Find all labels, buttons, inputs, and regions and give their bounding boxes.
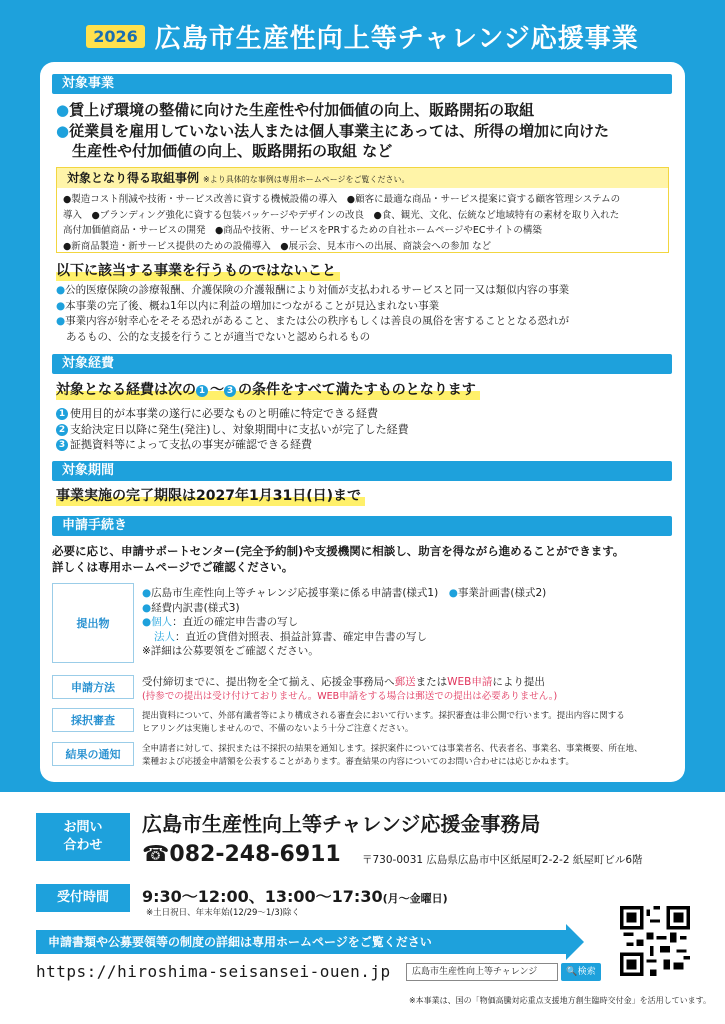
page-title — [0, 14, 725, 58]
footnote: ※本事業は、国の「物価高騰対応重点支援地方創生臨時交付金」を活用しています。 — [408, 996, 711, 1005]
condition-item: 2 支給決定日以降に発生(発注)し、対象期間中に支払いが完了した経費 — [56, 422, 666, 438]
review-label: 採択審査 — [52, 708, 134, 732]
section-period: 対象期間 — [52, 461, 672, 481]
phone-number: ☎082-248-6911 — [142, 842, 341, 867]
exclusions-heading: 以下に該当する事業を行うものではないこと — [56, 261, 340, 281]
hours-note: ※土日祝日、年末年始(12/29～1/3)除く — [146, 908, 300, 918]
website-banner: 申請書類や公募要領等の制度の詳細は専用ホームページをご覧ください — [36, 930, 566, 954]
organization-name: 広島市生産性向上等チャレンジ応援金事務局 — [142, 812, 541, 836]
contact-label: お問い 合わせ — [36, 813, 130, 861]
examples-line: ●新商品製造・新サービス提供のための設備導入 ●展示会、見本市への出展、商談会への参加 など — [63, 240, 492, 252]
examples-line: 高付加価値商品・サービスの開発 ●商品や技術、サービスをPRするための自社ホームページやECサイトの構築 — [63, 225, 542, 236]
section-expenses: 対象経費 — [52, 354, 672, 374]
business-hours: 9:30～12:00、13:00～17:30(月～金曜日) — [142, 887, 448, 906]
method-details: 受付締切までに、提出物を全て揃え、応援金事務局へ郵送またはWEB申請により提出 (持参での提出は受け付けておりません。WEB申請をする場合は郵送での提出は必要ありません。) — [142, 676, 558, 702]
search-button[interactable]: 🔍検索 — [561, 963, 601, 981]
examples-box — [56, 167, 669, 253]
review-details: 提出資料について、外部有識者等により構成される審査会において行います。採択審査は非公開で行います。提出内容に関する ヒアリングは実施しませんので、不備のないよう十分ご注意ください。 — [142, 711, 625, 734]
qr-code — [620, 906, 690, 976]
submission-details: ●広島市生産性向上等チャレンジ応援事業に係る申請書(様式1) ●事業計画書(様式2) ●経費内訳書(様式3) ●個人：直近の確定申告書の写し 法人：直近の貸借対照表、損益計算書、確定申告書の写し ※詳細は公募要領をご確認ください。 — [142, 587, 547, 657]
year-badge: 2026 — [86, 25, 145, 48]
result-label: 結果の通知 — [52, 742, 134, 766]
section-procedure: 申請手続き — [52, 516, 672, 536]
target-item: ●従業員を雇用していない法人または個人事業主にあっては、所得の増加に向けた — [56, 122, 609, 140]
address: 〒730-0031 広島県広島市中区紙屋町2-2-2 紙屋町ビル6階 — [362, 854, 643, 866]
target-item: ●賃上げ環境の整備に向けた生産性や付加価値の向上、販路開拓の取組 — [56, 101, 535, 119]
condition-item: 1 使用目的が本事業の遂行に必要なものと明確に特定できる経費 — [56, 406, 666, 422]
exclusions-list: ●公的医療保険の診療報酬、介護保険の介護報酬により対価が支払われるサービスと同一又は類似内容の事業 ●本事業の完了後、概ね1年以内に利益の増加につながることが見込まれない事業 ●事業内容が射幸心をそそる恐れがあること、または公の秩序もしくは善良の風俗を害することとなる恐れが あるもの、公的な支援を行うことが適当でないと認められるもの — [56, 284, 570, 343]
website-url[interactable]: https://hiroshima-seisansei-ouen.jp — [36, 962, 391, 981]
period-text: 事業実施の完了期限は2027年1月31日(日)まで — [56, 486, 365, 506]
target-item-continued: 生産性や付加価値の向上、販路開拓の取組 など — [72, 142, 393, 160]
examples-line: ●製造コスト削減や技術・サービス改善に資する機械設備の導入 ●顧客に最適な商品・サービス提案に資する顧客管理システムの — [63, 194, 621, 205]
examples-heading: 対象となり得る取組事例 ※より具体的な事例は専用ホームページをご覧ください。 — [57, 168, 668, 188]
submission-label: 提出物 — [52, 583, 134, 663]
search-icon: 🔍 — [566, 967, 578, 977]
examples-note: ※より具体的な事例は専用ホームページをご覧ください。 — [203, 175, 410, 184]
hours-label: 受付時間 — [36, 884, 130, 912]
examples-line: 導入 ●ブランディング強化に資する包装パッケージやデザインの改良 ●食、観光、文化、伝統など地域特有の素材を取り入れた — [63, 209, 620, 221]
method-label: 申請方法 — [52, 675, 134, 699]
section-target-business: 対象事業 — [52, 74, 672, 94]
expense-conditions — [56, 406, 666, 453]
examples-list — [63, 192, 663, 254]
procedure-intro: 必要に応じ、申請サポートセンター(完全予約制)や支援機関に相談し、助言を得ながら進めることができます。 詳しくは専用ホームページでご確認ください。 — [52, 544, 625, 574]
search-input[interactable]: 広島市生産性向上等チャレンジ — [406, 963, 558, 981]
result-details: 全申請者に対して、採択または不採択の結果を通知します。採択案件については事業者名、代表者名、事業名、事業概要、所在地、 業種および応援金申請額を公表することがあります。審査結果の内容についてのお問い合わせには応じかねます。 — [142, 744, 643, 767]
phone-icon: ☎ — [142, 842, 170, 867]
condition-item: 3 証拠資料等によって支払の事実が確認できる経費 — [56, 437, 666, 453]
expenses-lead: 対象となる経費は次の 1 ～ 3 の条件をすべて満たすものとなります — [56, 380, 480, 400]
title-text: 広島市生産性向上等チャレンジ応援事業 — [154, 23, 639, 54]
